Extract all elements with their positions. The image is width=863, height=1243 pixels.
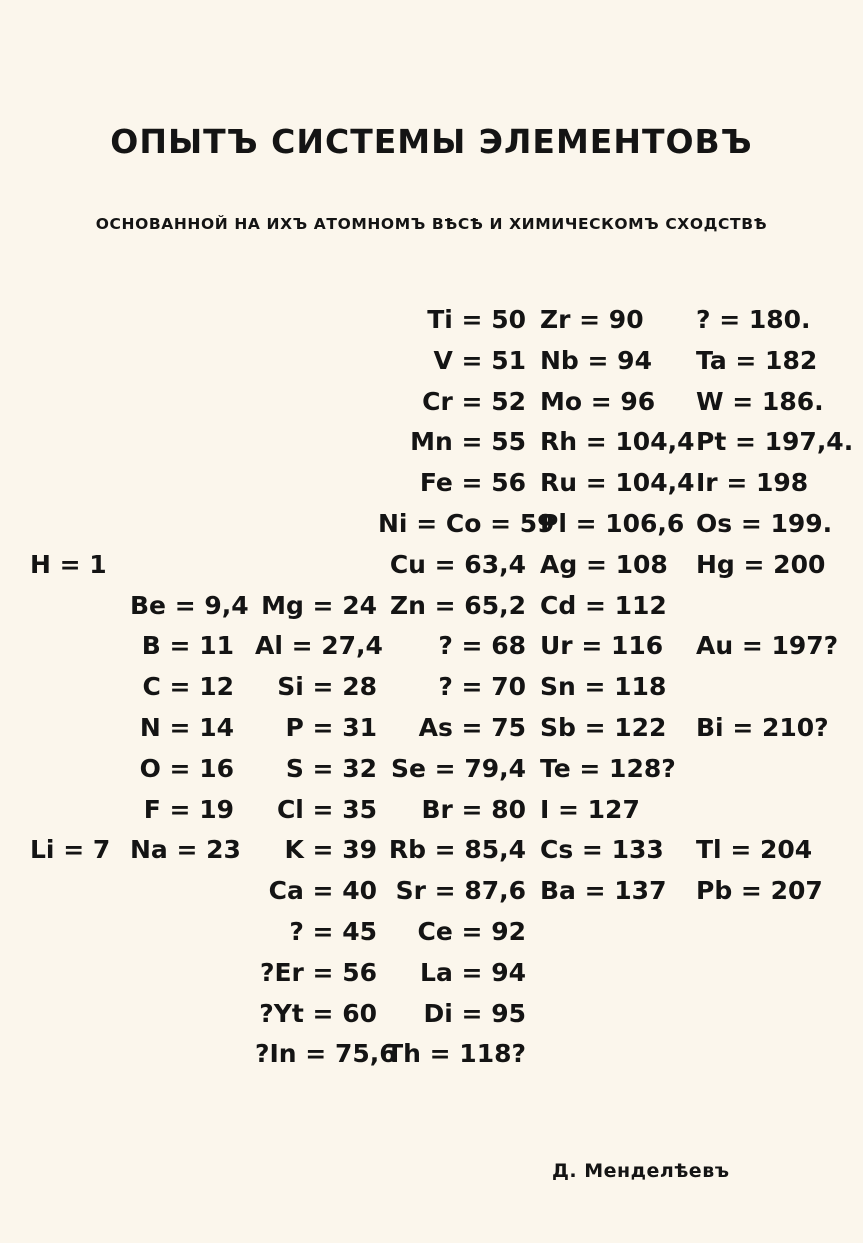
- element-entry: ? = 45: [289, 917, 377, 946]
- element-entry: Li = 7: [30, 835, 111, 865]
- element-entry: Cl = 35: [276, 794, 377, 824]
- element-entry: Mn = 55: [410, 427, 526, 457]
- element-entry: Fe = 56: [419, 468, 526, 498]
- element-entry: Rb = 85,4: [388, 835, 526, 865]
- element-entry: ?Yt = 60: [259, 998, 377, 1028]
- element-entry: O = 16: [139, 753, 234, 783]
- element-entry: Ur = 116: [540, 631, 664, 661]
- element-entry: Zr = 90: [540, 305, 644, 334]
- element-entry: Br = 80: [421, 794, 526, 824]
- element-entry: Be = 9,4: [130, 590, 249, 620]
- element-entry: C = 12: [142, 672, 234, 702]
- element-entry: Ta = 182: [696, 345, 818, 375]
- element-entry: ? = 70: [438, 672, 526, 702]
- element-entry: Te = 128?: [540, 753, 676, 783]
- element-entry: K = 39: [284, 835, 377, 865]
- element-entry: Hg = 200: [696, 549, 826, 579]
- element-entry: Cs = 133: [540, 835, 664, 865]
- element-entry: Sr = 87,6: [395, 876, 526, 906]
- element-entry: Se = 79,4: [391, 753, 526, 783]
- page-title: ОПЫТЪ СИСТЕМЫ ЭЛЕМЕНТОВЪ: [110, 122, 753, 161]
- element-entry: Ru = 104,4: [540, 468, 695, 498]
- element-entry: Sb = 122: [540, 713, 667, 742]
- element-entry: I = 127: [540, 794, 640, 824]
- element-entry: Os = 199.: [696, 509, 833, 538]
- element-entry: ?Er = 56: [259, 957, 377, 987]
- element-entry: Pb = 207: [696, 876, 823, 906]
- element-entry: Na = 23: [130, 835, 241, 865]
- element-entry: F = 19: [143, 794, 234, 824]
- element-entry: ?In = 75,6: [255, 1039, 397, 1069]
- element-entry: Mo = 96: [540, 386, 656, 416]
- element-entry: Al = 27,4: [255, 631, 383, 661]
- element-entry: Th = 118?: [386, 1039, 526, 1069]
- element-entry: Mg = 24: [261, 590, 377, 620]
- element-entry: V = 51: [433, 345, 526, 375]
- element-entry: Ca = 40: [268, 876, 377, 906]
- element-entry: ? = 180.: [696, 305, 811, 334]
- element-entry: Di = 95: [423, 998, 526, 1028]
- element-entry: Nb = 94: [540, 345, 652, 375]
- element-entry: Ce = 92: [417, 917, 526, 946]
- author-signature: Д. Менделѣевъ: [552, 1160, 730, 1182]
- element-entry: Tl = 204: [696, 835, 813, 865]
- element-entry: N = 14: [139, 713, 234, 742]
- element-entry: Cd = 112: [540, 590, 667, 620]
- element-entry: Ni = Co = 59: [378, 509, 555, 538]
- element-entry: Pl = 106,6: [540, 509, 685, 538]
- element-entry: W = 186.: [696, 386, 824, 416]
- element-entry: H = 1: [30, 549, 107, 579]
- element-entry: Ba = 137: [540, 876, 667, 906]
- element-entry: Ag = 108: [540, 549, 668, 579]
- element-entry: Pt = 197,4.: [696, 427, 854, 457]
- element-entry: P = 31: [285, 713, 377, 742]
- element-entry: ? = 68: [438, 631, 526, 661]
- element-entry: Cu = 63,4: [389, 549, 526, 579]
- element-entry: Au = 197?: [696, 631, 839, 661]
- element-entry: Sn = 118: [540, 672, 667, 702]
- element-entry: Ir = 198: [696, 468, 809, 498]
- element-entry: Ti = 50: [427, 305, 526, 334]
- element-entry: Rh = 104,4: [540, 427, 695, 457]
- element-entry: Si = 28: [277, 672, 377, 702]
- page-subtitle: ОСНОВАННОЙ НА ИХЪ АТОМНОМЪ ВѢСѢ И ХИМИЧЕСКОМЪ СХОДСТВѢ: [95, 215, 768, 233]
- element-entry: Bi = 210?: [696, 713, 829, 742]
- element-entry: Zn = 65,2: [390, 590, 526, 620]
- element-entry: Cr = 52: [422, 386, 526, 416]
- element-entry: La = 94: [420, 957, 526, 987]
- element-entry: B = 11: [141, 631, 234, 661]
- element-entry: As = 75: [418, 713, 526, 742]
- element-entry: S = 32: [285, 753, 377, 783]
